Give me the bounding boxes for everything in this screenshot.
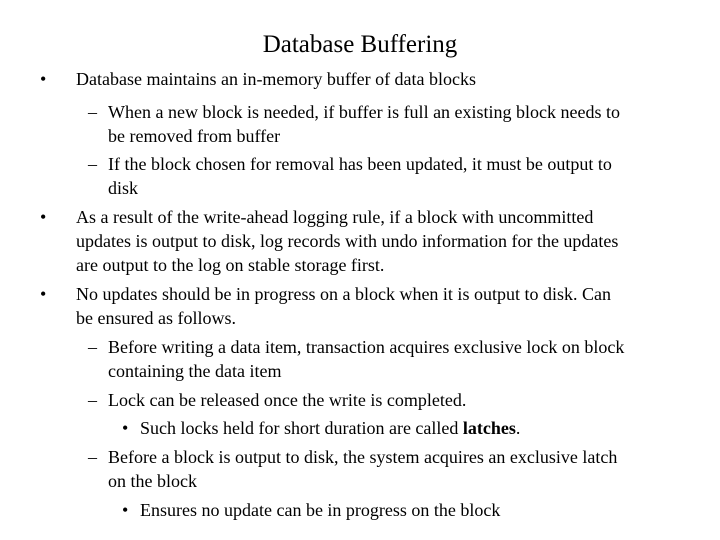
- bullet-2-marker: •: [40, 207, 47, 227]
- sub-1-1-line-1: When a new block is needed, if buffer is full an existing block needs to: [108, 102, 621, 122]
- slide-title: Database Buffering: [262, 31, 458, 58]
- subsub-3-3-1-line: Ensures no update can be in progress on the block: [140, 500, 501, 520]
- sub-3-1-line-1: Before writing a data item, transaction acquires exclusive lock on block: [108, 337, 625, 357]
- bullet-1-marker: •: [40, 69, 47, 89]
- sub-3-2-line-1: Lock can be released once the write is completed.: [108, 390, 467, 410]
- latches-text-before: Such locks held for short duration are called: [140, 418, 463, 438]
- sub-1-1-line-2: be removed from buffer: [108, 126, 281, 146]
- sub-3-1-marker: –: [88, 337, 97, 357]
- sub-1-2-line-1: If the block chosen for removal has been updated, it must be output to: [108, 154, 612, 174]
- sub-3-3-marker: –: [88, 447, 97, 467]
- bullet-3-marker: •: [40, 284, 47, 304]
- bullet-2-line-1: As a result of the write-ahead logging rule, if a block with uncommitted: [76, 207, 594, 227]
- bullet-2-line-3: are output to the log on stable storage first.: [76, 255, 385, 275]
- bullet-2-line-2: updates is output to disk, log records with undo information for the updates: [76, 231, 619, 251]
- sub-3-1-line-2: containing the data item: [108, 361, 282, 381]
- subsub-3-2-1-line: [140, 416, 520, 440]
- bullet-3-line-1: No updates should be in progress on a block when it is output to disk. Can: [76, 284, 611, 304]
- sub-1-1-marker: –: [88, 102, 97, 122]
- subsub-3-2-1-marker: •: [122, 418, 129, 438]
- sub-3-3-line-1: Before a block is output to disk, the system acquires an exclusive latch: [108, 447, 618, 467]
- bullet-3-line-2: be ensured as follows.: [76, 308, 236, 328]
- sub-1-2-marker: –: [88, 154, 97, 174]
- latches-term: latches: [462, 418, 516, 438]
- bullet-1-line-1: Database maintains an in-memory buffer of data blocks: [76, 69, 477, 89]
- latches-text-after: .: [515, 418, 521, 438]
- subsub-3-3-1-marker: •: [122, 500, 129, 520]
- sub-1-2-line-2: disk: [108, 178, 139, 198]
- sub-3-3-line-2: on the block: [108, 471, 197, 491]
- sub-3-2-marker: –: [88, 390, 97, 410]
